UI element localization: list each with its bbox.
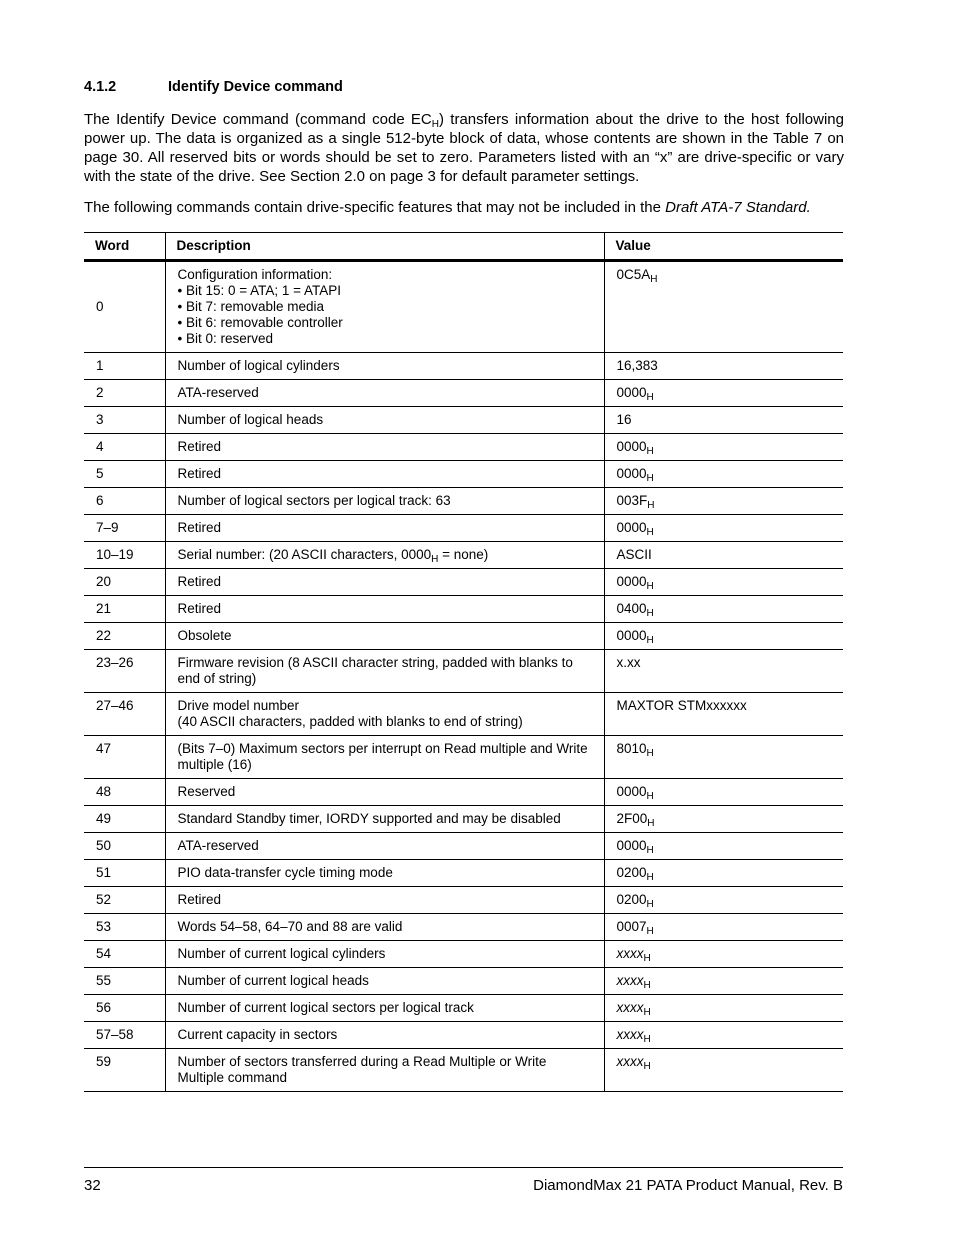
cell-word: 51 [84, 860, 165, 887]
value-text: 0000 [616, 784, 647, 799]
description-line: (40 ASCII characters, padded with blanks to end of string) [177, 714, 523, 729]
table-row [84, 1022, 843, 1049]
value-subscript: H [646, 899, 654, 910]
cell-description [165, 833, 604, 860]
value-text: MAXTOR STMxxxxxx [616, 698, 747, 713]
value-text: xxxx [616, 946, 644, 961]
value-text: 8010 [616, 741, 647, 756]
value-subscript: H [646, 748, 654, 759]
cell-value [604, 995, 843, 1022]
description-text: Retired [177, 601, 222, 616]
value-subscript: H [643, 1007, 651, 1018]
value-subscript: H [646, 845, 654, 856]
table-row [84, 806, 843, 833]
cell-value [604, 1049, 843, 1092]
cell-word: 59 [84, 1049, 165, 1092]
description-tail: = none) [438, 547, 489, 562]
value-text: 0000 [616, 628, 647, 643]
intro-subscript: H [431, 119, 440, 130]
value-text: 0000 [616, 466, 647, 481]
cell-value [604, 261, 843, 353]
table-row [84, 542, 843, 569]
value-subscript: H [647, 500, 655, 511]
cell-word: 6 [84, 488, 165, 515]
cell-description [165, 650, 604, 693]
description-subscript: H [431, 554, 439, 565]
description-text: Retired [177, 520, 222, 535]
description-line: Configuration information: [177, 267, 333, 282]
cell-value [604, 461, 843, 488]
value-subscript: H [643, 953, 651, 964]
table-row [84, 779, 843, 806]
value-subscript: H [643, 1034, 651, 1045]
section-number: 4.1.2 [84, 79, 117, 95]
cell-description [165, 434, 604, 461]
cell-word: 56 [84, 995, 165, 1022]
section-title: Identify Device command [168, 79, 343, 95]
section-heading [84, 79, 343, 95]
description-text: Obsolete [177, 628, 232, 643]
value-subscript: H [646, 635, 654, 646]
features-paragraph [84, 198, 844, 217]
description-line: Drive model number [177, 698, 300, 713]
cell-word: 5 [84, 461, 165, 488]
cell-value [604, 407, 843, 434]
cell-description [165, 1049, 604, 1092]
cell-value [604, 542, 843, 569]
cell-word: 0 [84, 261, 165, 353]
table-row [84, 914, 843, 941]
cell-word: 3 [84, 407, 165, 434]
value-subscript: H [646, 473, 654, 484]
cell-word: 21 [84, 596, 165, 623]
cell-word: 48 [84, 779, 165, 806]
cell-value [604, 434, 843, 461]
cell-value [604, 736, 843, 779]
cell-word: 54 [84, 941, 165, 968]
cell-description [165, 806, 604, 833]
cell-value [604, 488, 843, 515]
cell-description [165, 569, 604, 596]
cell-description [165, 995, 604, 1022]
cell-value [604, 353, 843, 380]
cell-value [604, 569, 843, 596]
cell-word: 20 [84, 569, 165, 596]
value-subscript: H [647, 818, 655, 829]
cell-word: 50 [84, 833, 165, 860]
value-subscript: H [646, 872, 654, 883]
value-text: 16 [616, 412, 632, 427]
intro-text-b: ) transfers information about the drive to the host following power up. The data is organized as a single 512-byte block of data, whose contents are shown in the Table 7 on page 30. All reserved bits or words should be set to zero. Parameters listed with an “x” are drive-specific or vary with the state of the drive. See Section 2.0 on page 3 for default parameter settings. [84, 111, 844, 185]
value-subscript: H [646, 527, 654, 538]
cell-value [604, 941, 843, 968]
standard-name: Draft ATA-7 Standard. [665, 199, 811, 216]
value-text: 2F00 [616, 811, 648, 826]
cell-description [165, 941, 604, 968]
value-text: 0000 [616, 439, 647, 454]
table-row [84, 995, 843, 1022]
description-line: • Bit 6: removable controller [177, 315, 343, 330]
table-row [84, 860, 843, 887]
cell-value [604, 596, 843, 623]
manual-title: DiamondMax 21 PATA Product Manual, Rev. B [533, 1177, 843, 1194]
cell-description [165, 488, 604, 515]
description-text: (Bits 7–0) Maximum sectors per interrupt on Read multiple and Write multiple (16) [177, 741, 588, 772]
table-row [84, 434, 843, 461]
value-text: x.xx [616, 655, 641, 670]
cell-word: 53 [84, 914, 165, 941]
table-row [84, 407, 843, 434]
value-text: 0200 [616, 892, 647, 907]
value-subscript: H [643, 980, 651, 991]
description-text: Firmware revision (8 ASCII character string, padded with blanks to end of string) [177, 655, 573, 686]
header-value: Value [604, 233, 843, 261]
identify-device-table [84, 232, 843, 1092]
table-row [84, 380, 843, 407]
value-text: ASCII [616, 547, 652, 562]
value-text: 0200 [616, 865, 647, 880]
cell-value [604, 380, 843, 407]
description-text: Retired [177, 892, 222, 907]
description-text: Serial number: (20 ASCII characters, 0000 [177, 547, 432, 562]
description-text: Number of logical cylinders [177, 358, 340, 373]
cell-description [165, 1022, 604, 1049]
cell-description [165, 380, 604, 407]
cell-description [165, 887, 604, 914]
table-row [84, 1049, 843, 1092]
description-text: Retired [177, 466, 222, 481]
value-text: 0000 [616, 520, 647, 535]
value-text: 0400 [616, 601, 647, 616]
features-text: The following commands contain drive-specific features that may not be included in the [84, 199, 666, 216]
table-row [84, 887, 843, 914]
value-subscript: H [643, 1061, 651, 1072]
table-row [84, 596, 843, 623]
cell-word: 1 [84, 353, 165, 380]
cell-value [604, 623, 843, 650]
description-text: Number of logical sectors per logical track: 63 [177, 493, 451, 508]
table-row [84, 736, 843, 779]
description-line: • Bit 7: removable media [177, 299, 325, 314]
table-row [84, 833, 843, 860]
description-text: Number of current logical cylinders [177, 946, 386, 961]
cell-description [165, 596, 604, 623]
table-row [84, 461, 843, 488]
value-text: xxxx [616, 1054, 644, 1069]
value-subscript: H [646, 446, 654, 457]
page-number: 32 [84, 1177, 101, 1194]
value-text: xxxx [616, 1000, 644, 1015]
cell-description [165, 461, 604, 488]
description-text: PIO data-transfer cycle timing mode [177, 865, 393, 880]
description-text: Standard Standby timer, IORDY supported and may be disabled [177, 811, 561, 826]
cell-description [165, 515, 604, 542]
table-body [84, 261, 843, 1092]
cell-description [165, 736, 604, 779]
description-text: Words 54–58, 64–70 and 88 are valid [177, 919, 403, 934]
footer-rule [84, 1167, 843, 1168]
table-row [84, 515, 843, 542]
intro-text-a: The Identify Device command (command code EC [84, 111, 432, 128]
cell-word: 22 [84, 623, 165, 650]
cell-description [165, 693, 604, 736]
header-description: Description [165, 233, 604, 261]
value-subscript: H [646, 608, 654, 619]
description-text: Reserved [177, 784, 236, 799]
cell-description [165, 914, 604, 941]
cell-description [165, 407, 604, 434]
table-row [84, 569, 843, 596]
description-text: ATA-reserved [177, 385, 259, 400]
description-text: ATA-reserved [177, 838, 259, 853]
cell-word: 57–58 [84, 1022, 165, 1049]
table-header-row [84, 233, 843, 261]
cell-description [165, 779, 604, 806]
description-text: Retired [177, 574, 222, 589]
cell-word: 10–19 [84, 542, 165, 569]
cell-value [604, 650, 843, 693]
table-row [84, 968, 843, 995]
value-text: 16,383 [616, 358, 658, 373]
description-text: Number of logical heads [177, 412, 324, 427]
value-subscript: H [646, 926, 654, 937]
value-text: xxxx [616, 1027, 644, 1042]
value-subscript: H [646, 392, 654, 403]
description-line: • Bit 15: 0 = ATA; 1 = ATAPI [177, 283, 342, 298]
table-row [84, 261, 843, 353]
cell-value [604, 968, 843, 995]
cell-description [165, 353, 604, 380]
cell-word: 4 [84, 434, 165, 461]
cell-value [604, 1022, 843, 1049]
cell-value [604, 914, 843, 941]
value-subscript: H [650, 274, 658, 285]
table-row [84, 623, 843, 650]
cell-word: 55 [84, 968, 165, 995]
value-text: 0000 [616, 574, 647, 589]
cell-description [165, 860, 604, 887]
value-text: 0C5A [616, 267, 651, 282]
value-text: xxxx [616, 973, 644, 988]
cell-value [604, 779, 843, 806]
value-text: 0000 [616, 385, 647, 400]
value-subscript: H [646, 581, 654, 592]
description-line: • Bit 0: reserved [177, 331, 274, 346]
value-text: 0000 [616, 838, 647, 853]
cell-word: 47 [84, 736, 165, 779]
cell-description [165, 968, 604, 995]
cell-word: 7–9 [84, 515, 165, 542]
header-word: Word [84, 233, 165, 261]
cell-word: 49 [84, 806, 165, 833]
cell-word: 2 [84, 380, 165, 407]
value-text: 003F [616, 493, 648, 508]
cell-value [604, 833, 843, 860]
cell-value [604, 515, 843, 542]
cell-value [604, 806, 843, 833]
intro-paragraph [84, 110, 844, 186]
description-text: Number of current logical heads [177, 973, 369, 988]
description-text: Current capacity in sectors [177, 1027, 338, 1042]
cell-value [604, 887, 843, 914]
cell-value [604, 693, 843, 736]
table-row [84, 353, 843, 380]
description-text: Retired [177, 439, 222, 454]
table-row [84, 693, 843, 736]
description-text: Number of current logical sectors per logical track [177, 1000, 474, 1015]
table-row [84, 941, 843, 968]
description-text: Number of sectors transferred during a Read Multiple or Write Multiple command [177, 1054, 547, 1085]
value-text: 0007 [616, 919, 647, 934]
cell-description [165, 261, 604, 353]
cell-word: 23–26 [84, 650, 165, 693]
cell-description [165, 542, 604, 569]
cell-word: 52 [84, 887, 165, 914]
table-row [84, 650, 843, 693]
cell-word: 27–46 [84, 693, 165, 736]
cell-description [165, 623, 604, 650]
value-subscript: H [646, 791, 654, 802]
table-row [84, 488, 843, 515]
cell-value [604, 860, 843, 887]
